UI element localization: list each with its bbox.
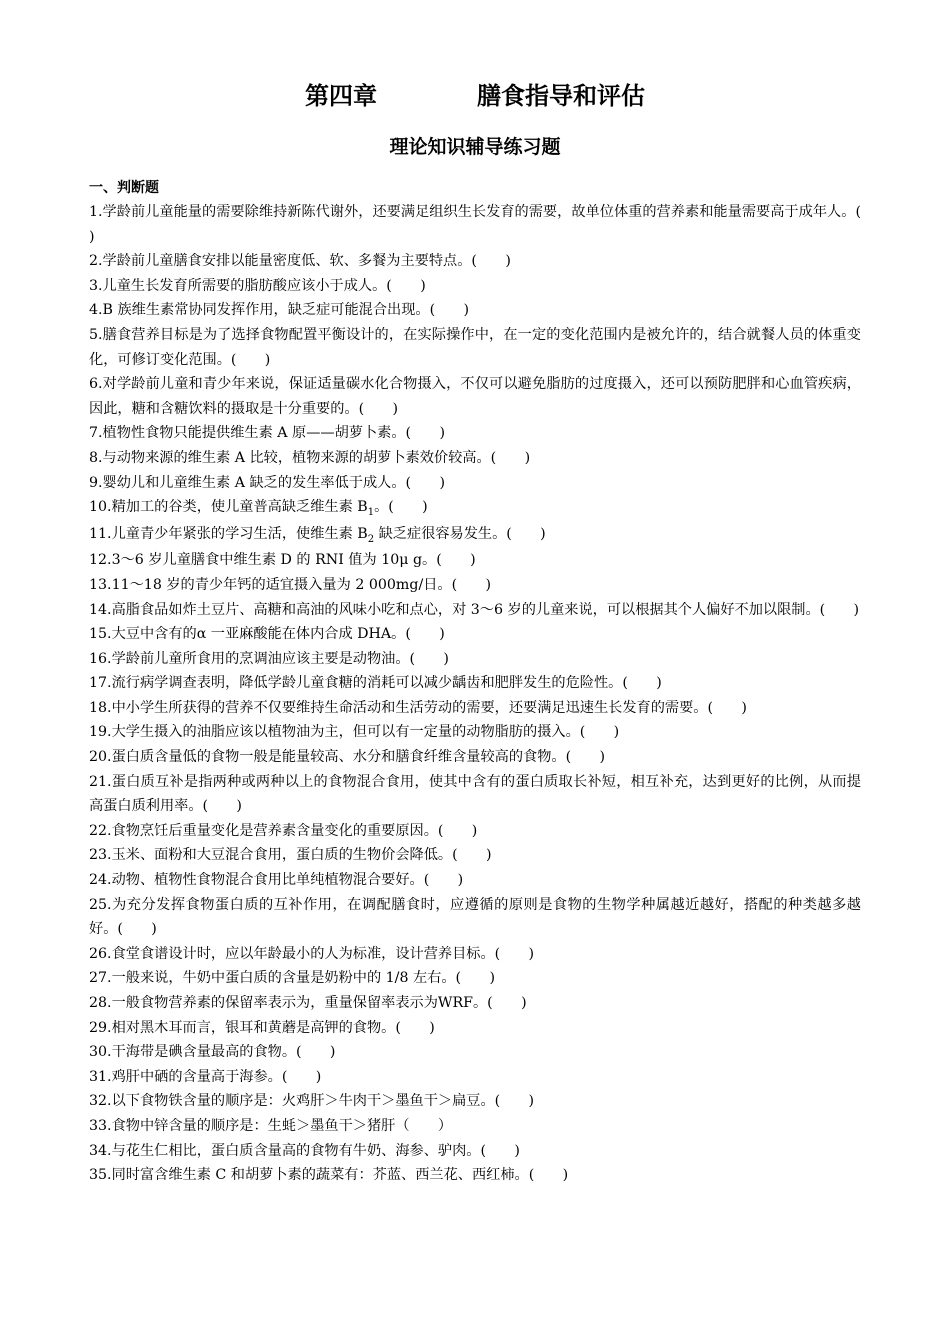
question-item: 15.大豆中含有的α 一亚麻酸能在体内合成 DHA。( ): [89, 626, 445, 643]
question-item: 31.鸡肝中硒的含量高于海参。( ): [89, 1068, 322, 1085]
question-item: 28.一般食物营养素的保留率表示为，重量保留率表示为WRF。( ): [89, 995, 527, 1011]
chapter-name: 膳食指导和评估: [477, 82, 645, 110]
question-item: 3.儿童生长发育所需要的脂肪酸应该小于成人。( ): [89, 277, 426, 294]
question-item: 22.食物烹饪后重量变化是营养素含量变化的重要原因。( ): [89, 822, 478, 839]
question-item: 16.学龄前儿童所食用的烹调油应该主要是动物油。( ): [89, 650, 449, 667]
question-item: 7.植物性食物只能提供维生素 A 原——胡萝卜素。( ): [89, 425, 445, 442]
question-text-tail: 。( ): [374, 499, 428, 516]
subscript: 1: [367, 507, 375, 519]
question-item: 34.与花生仁相比，蛋白质含量高的食物有牛奶、海参、驴肉。( ): [89, 1142, 520, 1159]
question-item: [89, 495, 861, 522]
chapter-label: 第四章: [305, 82, 377, 110]
question-item: 5.膳食营养目标是为了选择食物配置平衡设计的，在实际操作中，在一定的变化范围内是被允许的，结合就餐人员的体重变化，可修订变化范围。( ): [89, 326, 861, 368]
question-item: 33.食物中锌含量的顺序是：生蚝＞墨鱼干＞猪肝（ ）: [89, 1117, 453, 1134]
subtitle: 理论知识辅导练习题: [389, 136, 561, 158]
question-item: 9.婴幼儿和儿童维生素 A 缺乏的发生率低于成人。( ): [89, 474, 445, 491]
question-item: 8.与动物来源的维生素 A 比较，植物来源的胡萝卜素效价较高。( ): [89, 449, 531, 466]
question-item: 1.学龄前儿童能量的需要除维持新陈代谢外，还要满足组织生长发育的需要，故单位体重的营养素和能量需要高于成年人。( ): [89, 204, 890, 245]
chapter-title: [0, 80, 950, 112]
question-item: 14.高脂食品如炸土豆片、高糖和高油的风味小吃和点心，对 3～6 岁的儿童来说，可以根据其个人偏好不加以限制。( ): [89, 601, 860, 618]
question-item: 20.蛋白质含量低的食物一般是能量较高、水分和膳食纤维含量较高的食物。( ): [89, 749, 606, 766]
question-item: 24.动物、植物性食物混合食用比单纯植物混合要好。( ): [89, 872, 464, 889]
question-item: 27.一般来说，牛奶中蛋白质的含量是奶粉中的 1/8 左右。( ): [89, 970, 495, 987]
question-item: 21.蛋白质互补是指两种或两种以上的食物混合食用，使其中含有的蛋白质取长补短，相互补充，达到更好的比例，从而提高蛋白质利用率。( ): [89, 773, 861, 815]
question-item: 26.食堂食谱设计时，应以年龄最小的人为标准，设计营养目标。( ): [89, 945, 535, 962]
question-text: 11.儿童青少年紧张的学习生活，使维生素 B: [89, 525, 368, 542]
question-item: 19.大学生摄入的油脂应该以植物油为主，但可以有一定量的动物脂肪的摄入。( ): [89, 724, 620, 741]
question-item: 23.玉米、面粉和大豆混合食用，蛋白质的生物价会降低。( ): [89, 847, 492, 864]
question-item: 35.同时富含维生素 C 和胡萝卜素的蔬菜有：芥蓝、西兰花、西红柿。( ): [89, 1167, 569, 1184]
question-item: 4.B 族维生素常协同发挥作用，缺乏症可能混合出现。( ): [89, 302, 470, 319]
question-item: 17.流行病学调查表明，降低学龄儿童食糖的消耗可以减少龋齿和肥胖发生的危险性。( ): [89, 675, 662, 692]
question-item: 30.干海带是碘含量最高的食物。( ): [89, 1044, 336, 1061]
question-text: 10.精加工的谷类，使儿童普高缺乏维生素 B: [89, 499, 368, 516]
question-item: 25.为充分发挥食物蛋白质的互补作用，在调配膳食时，应遵循的原则是食物的生物学种属越近越好，搭配的种类越多越好。( ): [89, 896, 861, 938]
section-heading: 一、判断题: [89, 180, 159, 196]
question-item: 12.3～6 岁儿童膳食中维生素 D 的 RNI 值为 10μ g。( ): [89, 552, 476, 569]
question-text-tail: 缺乏症很容易发生。( ): [374, 525, 546, 542]
subscript: 2: [367, 533, 375, 545]
question-item: 6.对学龄前儿童和青少年来说，保证适量碳水化合物摄入，不仅可以避免脂肪的过度摄入，还可以预防肥胖和心血管疾病，因此，糖和含糖饮料的摄取是十分重要的。( ): [89, 376, 861, 417]
question-list: [89, 200, 890, 1188]
question-item: 29.相对黑木耳而言，银耳和黄蘑是高钾的食物。( ): [89, 1019, 435, 1036]
question-item: 2.学龄前儿童膳食安排以能量密度低、软、多餐为主要特点。( ): [89, 253, 511, 270]
question-item: 13.11～18 岁的青少年钙的适宜摄入量为 2 000mg/日。( ): [89, 576, 492, 593]
question-item: 18.中小学生所获得的营养不仅要维持生命活动和生活劳动的需要，还要满足迅速生长发育的需要。( ): [89, 699, 747, 716]
question-item: [89, 522, 861, 549]
question-item: 32.以下食物铁含量的顺序是：火鸡肝＞牛肉干＞墨鱼干＞扁豆。( ): [89, 1093, 535, 1110]
